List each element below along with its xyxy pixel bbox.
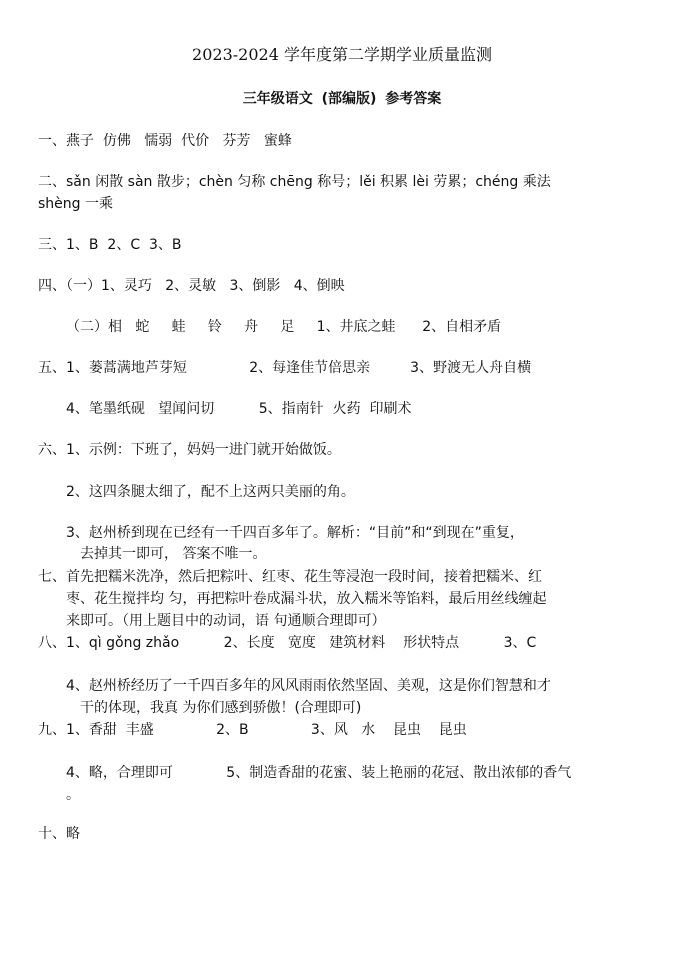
answer-q8-item4-line2: 干的体现，我真 为你们感到骄傲！(合理即可) (80, 700, 362, 716)
answer-q9-part2-line1: 4、略，合理即可 5、制造香甜的花蜜、装上艳丽的花冠、散出浓郁的香气 (66, 765, 572, 781)
answer-q1: 一、燕子 仿佛 懦弱 代价 芬芳 蜜蜂 (38, 133, 292, 149)
answer-q10: 十、略 (38, 826, 80, 842)
answer-q4-part1: 四、（一）1、灵巧 2、灵敏 3、倒影 4、倒映 (38, 278, 345, 294)
answer-q3: 三、1、B 2、C 3、B (38, 237, 182, 253)
answer-q6-item2: 2、这四条腿太细了，配不上这两只美丽的角。 (66, 484, 355, 500)
answer-q8-item4-line1: 4、赵州桥经历了一千四百多年的风风雨雨依然坚固、美观，这是你们智慧和才 (66, 678, 551, 694)
answer-q6-item3-line1: 3、赵州桥到现在已经有一千四百多年了。解析：“目前”和“到现在”重复， (66, 525, 524, 541)
answer-q2-line2: shèng 一乘 (38, 196, 113, 212)
answer-q6-item1: 六、1、示例：下班了，妈妈一进门就开始做饭。 (38, 442, 341, 458)
answer-q9-part2-line2: 。 (66, 787, 80, 803)
page-title: 2023-2024 学年度第二学期学业质量监测 (192, 45, 492, 64)
answer-q5-part1: 五、1、蒌蒿满地芦芽短 2、每逢佳节倍思亲 3、野渡无人舟自横 (38, 360, 532, 376)
answer-q7-line2: 枣、花生搅拌均 匀，再把粽叶卷成漏斗状，放入糯米等馅料，最后用丝线缠起 (66, 591, 547, 607)
answer-q9-part1: 九、1、香甜 丰盛 2、B 3、风 水 昆虫 昆虫 (38, 722, 467, 738)
answer-q6-item3-line2: 去掉其一即可， 答案不唯一。 (80, 546, 267, 562)
answer-q5-part2: 4、笔墨纸砚 望闻问切 5、指南针 火药 印刷术 (66, 401, 412, 417)
answer-q7-line3: 来即可。（用上题目中的动词，语 句通顺合理即可） (66, 613, 386, 629)
answer-q4-part2: （二）相 蛇 蛙 铃 舟 足 1、井底之蛙 2、自相矛盾 (66, 319, 502, 335)
answer-q8-item1: 八、1、qì gǒng zhǎo 2、长度 宽度 建筑材料 形状特点 3、C (38, 635, 537, 651)
page-subtitle: 三年级语文 (部编版) 参考答案 (242, 91, 442, 107)
answer-q2-line1: 二、sǎn 闲散 sàn 散步；chèn 匀称 chēng 称号；lěi 积累 lèi 劳累；chéng 乘法 (38, 174, 551, 190)
answer-q7-line1: 七、首先把糯米洗净，然后把粽叶、红枣、花生等浸泡一段时间，接着把糯米、红 (38, 569, 542, 585)
